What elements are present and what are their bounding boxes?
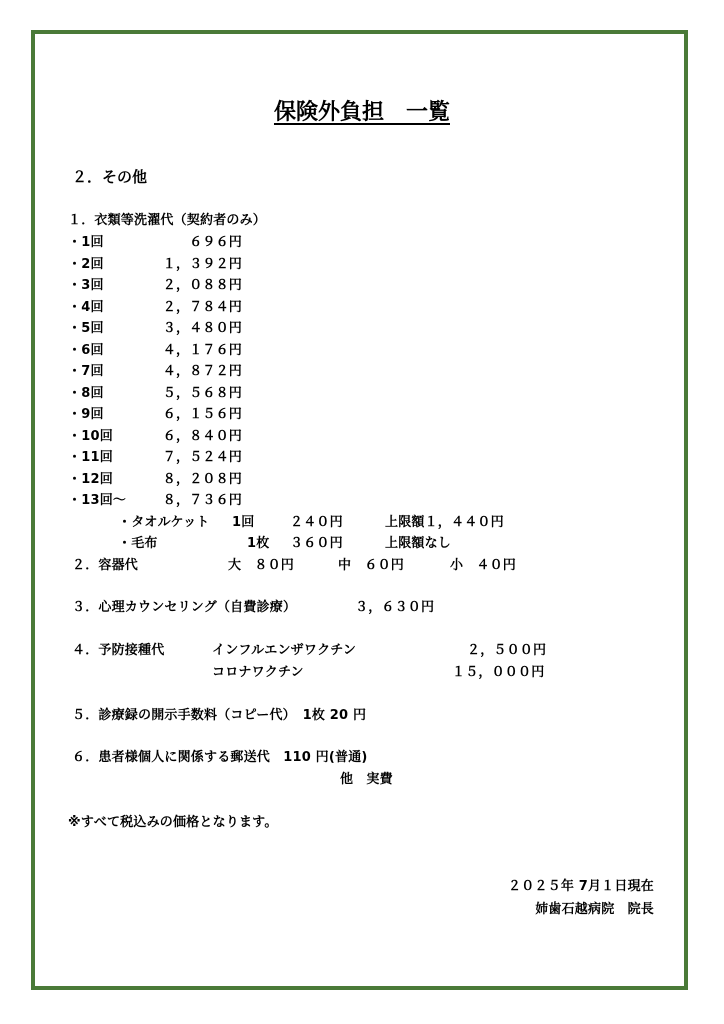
laundry-row-price: １，３９２円 (162, 257, 242, 272)
laundry-row-price: ６，８４０円 (162, 429, 242, 444)
container-heading: ２．容器代 (72, 558, 139, 573)
section-heading: ２．その他 (72, 168, 148, 186)
laundry-row-label: ・2回 (68, 257, 104, 272)
counseling-heading: ３．心理カウンセリング（自費診療） (72, 600, 297, 615)
laundry-row-label: ・5回 (68, 321, 104, 336)
laundry-row-label: ・4回 (68, 300, 104, 315)
laundry-row-price: ２，７８４円 (162, 300, 242, 315)
container-large: 大 ８０円 (228, 558, 295, 573)
laundry-row-label: ・1回 (68, 235, 104, 250)
laundry-row-label: ・9回 (68, 407, 104, 422)
corona-vaccine-name: コロナワクチン (212, 665, 304, 680)
laundry-row-label: ・13回～ (68, 493, 127, 508)
laundry-row-price: ７，５２４円 (162, 450, 242, 465)
towel-unit: 1回 (232, 515, 255, 530)
laundry-row-price: ２，０８８円 (162, 278, 242, 293)
vaccine-heading: ４．予防接種代 (72, 643, 165, 658)
tax-note: ※すべて税込みの価格となります。 (68, 815, 278, 830)
records-fee: ５．診療録の開示手数料（コピー代） 1枚 20 円 (72, 708, 367, 723)
corona-vaccine-price: １５，０００円 (452, 665, 545, 680)
blanket-price: ３６０円 (290, 536, 343, 551)
flu-vaccine-name: インフルエンザワクチン (212, 643, 357, 658)
laundry-row-label: ・10回 (68, 429, 113, 444)
towel-limit: 上限額１，４４０円 (385, 515, 504, 530)
laundry-row-price: ４，８７２円 (162, 364, 242, 379)
laundry-row-price: ５，５６８円 (162, 386, 242, 401)
blanket-limit: 上限額なし (385, 536, 452, 551)
flu-vaccine-price: ２，５００円 (467, 643, 547, 658)
postage-fee: ６．患者様個人に関係する郵送代 110 円(普通) (72, 750, 368, 765)
laundry-row-price: ６，１５６円 (162, 407, 242, 422)
laundry-row-label: ・6回 (68, 343, 104, 358)
laundry-row-label: ・7回 (68, 364, 104, 379)
page-title: 保険外負担 一覧 (273, 100, 450, 125)
hospital-signature: 姉歯石越病院 院長 (535, 902, 654, 917)
towel-price: ２４０円 (290, 515, 343, 530)
postage-other: 他 実費 (340, 772, 393, 787)
container-medium: 中 ６０円 (338, 558, 405, 573)
laundry-row-price: ６９６円 (189, 235, 242, 250)
laundry-row-label: ・12回 (68, 472, 113, 487)
counseling-price: ３，６３０円 (355, 600, 435, 615)
laundry-heading: １．衣類等洗濯代（契約者のみ） (68, 213, 267, 228)
laundry-row-label: ・11回 (68, 450, 113, 465)
blanket-name: ・毛布 (118, 536, 158, 551)
blanket-unit: 1枚 (247, 536, 270, 551)
laundry-row-label: ・8回 (68, 386, 104, 401)
effective-date: ２０２５年 7月１日現在 (508, 879, 654, 894)
towel-name: ・タオルケット (118, 515, 210, 530)
laundry-row-price: ３，４８０円 (162, 321, 242, 336)
laundry-row-price: ８，２０８円 (162, 472, 242, 487)
laundry-row-price: ４，１７６円 (162, 343, 242, 358)
container-small: 小 ４０円 (450, 558, 517, 573)
laundry-row-label: ・3回 (68, 278, 104, 293)
laundry-row-price: ８，７３６円 (162, 493, 242, 508)
